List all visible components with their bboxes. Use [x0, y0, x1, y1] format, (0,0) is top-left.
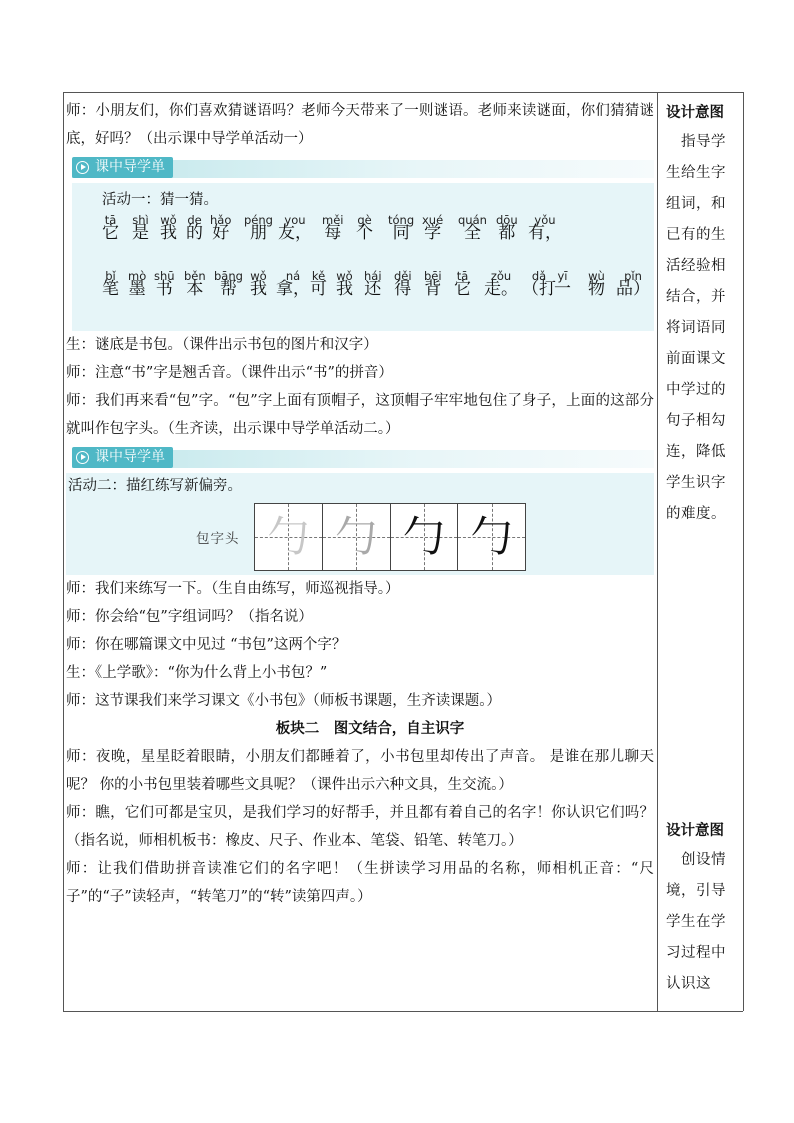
- pinyin-text: dǎ: [531, 269, 547, 283]
- pinyin-text: bǐ: [105, 269, 116, 283]
- hanzi-text: 物: [588, 279, 605, 299]
- hanzi-text: 我: [336, 279, 353, 299]
- pinyin-syllable: [154, 269, 175, 299]
- pinyin-text: pǐn: [624, 269, 642, 283]
- pinyin-syllable: [484, 269, 518, 299]
- hanzi-text: 笔: [102, 279, 119, 299]
- paragraph: 师：你会给“包”字组词吗？（指名说）: [66, 609, 313, 625]
- pinyin-syllable: [244, 213, 273, 243]
- grid-cell: [255, 504, 323, 570]
- pinyin-text: tóng: [388, 213, 415, 227]
- pinyin-text: běn: [184, 269, 206, 283]
- banner-label: 课中导学单: [95, 159, 165, 175]
- pinyin-syllable: [336, 269, 353, 299]
- pinyin-text: dōu: [496, 213, 518, 227]
- pinyin-text: ná: [285, 269, 301, 283]
- pinyin-text: kě: [311, 269, 326, 283]
- pinyin-syllable: [214, 269, 243, 299]
- hanzi-text: 同: [392, 223, 410, 243]
- guide-banner: [66, 157, 654, 179]
- trace-glyph: 勹: [402, 512, 445, 561]
- hanzi-text: 都: [498, 223, 516, 243]
- pinyin-text: wǒ: [250, 269, 267, 283]
- pinyin-text: you: [284, 213, 306, 227]
- tracing-area: [66, 499, 654, 571]
- banner-label: 课中导学单: [95, 449, 165, 465]
- hanzi-text: 有，: [528, 223, 562, 243]
- pinyin-text: yǒu: [534, 213, 556, 227]
- hanzi-text: 还: [364, 279, 382, 299]
- hanzi-text: （打: [522, 279, 556, 299]
- pinyin-text: quán: [458, 213, 487, 227]
- activity-one-box: [72, 183, 654, 331]
- pinyin-text: bāng: [214, 269, 243, 283]
- banner-tab: [72, 447, 173, 468]
- hanzi-text: 学: [424, 223, 442, 243]
- pinyin-syllable: [102, 213, 119, 243]
- pinyin-line: [102, 269, 654, 325]
- hanzi-text: 的: [186, 223, 203, 243]
- guide-banner: [66, 447, 654, 469]
- grid-cell: [391, 504, 459, 570]
- pinyin-text: gè: [357, 213, 372, 227]
- hanzi-text: 朋: [249, 223, 267, 243]
- pinyin-syllable: [522, 269, 556, 299]
- pinyin-text: děi: [394, 269, 412, 283]
- hanzi-text: 一: [554, 279, 571, 299]
- pinyin-syllable: [184, 269, 206, 299]
- radical-label: 包字头: [196, 531, 240, 547]
- trace-glyph: 勹: [335, 512, 378, 561]
- table-border-top: [63, 92, 743, 93]
- pinyin-text: měi: [322, 213, 344, 227]
- paragraph: 师：注意“书”字是翘舌音。（课件出示“书”的拼音）: [66, 365, 393, 381]
- trace-glyph: 勹: [470, 512, 513, 561]
- pinyin-syllable: [616, 269, 650, 299]
- hanzi-text: 墨: [128, 279, 146, 299]
- side-heading: 设计意图: [666, 822, 724, 839]
- side-note: 指导学生给生字组词，和已有的生活经验相结合，并将词语同前面课文中学过的句子相勾连，降低学生识字的难度。: [666, 134, 726, 522]
- grid-cell: [323, 504, 391, 570]
- activity-title: 活动一：猜一猜。: [102, 192, 218, 208]
- pinyin-text: wǒ: [336, 269, 353, 283]
- paragraph: 师：让我们借助拼音读准它们的名字吧！（生拼读学习用品的名称，师相机正音：“尺子”的“子”读轻声，“转笔刀”的“转”读第四声。）: [66, 861, 654, 905]
- pinyin-line: [102, 213, 654, 269]
- play-icon: [76, 161, 89, 174]
- hanzi-text: 它: [102, 223, 119, 243]
- pinyin-syllable: [322, 213, 343, 243]
- trace-glyph: 勹: [267, 512, 310, 561]
- table-border-bottom: [63, 1011, 743, 1012]
- hanzi-text: 本: [186, 279, 204, 299]
- pinyin-text: xué: [422, 213, 444, 227]
- pinyin-syllable: [128, 269, 146, 299]
- hanzi-text: 它: [454, 279, 471, 299]
- pinyin-text: péng: [244, 213, 273, 227]
- hanzi-text: 帮: [219, 279, 237, 299]
- table-border-right: [743, 92, 744, 1011]
- pinyin-syllable: [356, 213, 373, 243]
- paragraph: 师：我们再来看“包”字。“包”字上面有顶帽子，这顶帽子牢牢地包住了身子，上面的这部分就叫作包字头。（生齐读，出示课中导学单活动二。）: [66, 393, 654, 437]
- pinyin-syllable: [388, 213, 414, 243]
- grid-cell: [458, 504, 525, 570]
- pinyin-syllable: [276, 269, 310, 299]
- hanzi-text: 背: [424, 279, 442, 299]
- hanzi-text: 得: [394, 279, 412, 299]
- pinyin-syllable: [554, 269, 571, 299]
- hanzi-text: 书: [155, 279, 173, 299]
- paragraph: 生：《上学歌》：“你为什么背上小书包？”: [66, 665, 328, 681]
- pinyin-syllable: [250, 269, 267, 299]
- pinyin-text: hái: [364, 269, 382, 283]
- hanzi-text: 可: [310, 279, 327, 299]
- hanzi-text: 品）: [616, 279, 650, 299]
- pinyin-text: zǒu: [490, 269, 512, 283]
- pinyin-syllable: [102, 269, 119, 299]
- pinyin-text: shū: [154, 269, 175, 283]
- paragraph: 师：你在哪篇课文中见过 “书包”这两个字？: [66, 637, 347, 653]
- pinyin-syllable: [394, 269, 412, 299]
- hanzi-text: 走。: [484, 279, 518, 299]
- hanzi-text: 是: [132, 223, 149, 243]
- pinyin-text: shì: [132, 213, 149, 227]
- pinyin-text: hǎo: [210, 213, 232, 227]
- paragraph: 生：谜底是书包。（课件出示书包的图片和汉字）: [66, 337, 378, 353]
- play-icon: [76, 451, 89, 464]
- writing-grid: [254, 503, 526, 571]
- pinyin-syllable: [422, 213, 443, 243]
- pinyin-text: mò: [128, 269, 147, 283]
- activity-title: 活动二：描红练写新偏旁。: [68, 478, 242, 494]
- hanzi-text: 友，: [278, 223, 312, 243]
- activity-two-box: [66, 473, 654, 575]
- pinyin-text: wù: [588, 269, 605, 283]
- pinyin-syllable: [496, 213, 518, 243]
- hanzi-text: 我: [160, 223, 177, 243]
- pinyin-syllable: [186, 213, 203, 243]
- design-intent-2: [660, 817, 740, 1000]
- pinyin-text: tā: [456, 269, 469, 283]
- pinyin-syllable: [310, 269, 327, 299]
- section-heading: 板块二 图文结合，自主识字: [275, 720, 465, 737]
- design-intent-1: [660, 99, 740, 530]
- pinyin-syllable: [160, 213, 177, 243]
- hanzi-text: 拿，: [276, 279, 310, 299]
- side-note: 创设情境，引导学生在学习过程中认识这: [666, 852, 726, 992]
- banner-tab: [72, 157, 173, 178]
- hanzi-text: 每: [324, 223, 342, 243]
- paragraph: 师：瞧，它们可都是宝贝，是我们学习的好帮手，并且都有着自己的名字！你认识它们吗？（指名说，师相机板书：橡皮、尺子、作业本、笔袋、铅笔、转笔刀。）: [66, 805, 654, 849]
- pinyin-syllable: [454, 269, 471, 299]
- pinyin-syllable: [424, 269, 442, 299]
- paragraph: 师：小朋友们，你们喜欢猜谜语吗？老师今天带来了一则谜语。老师来读谜面，你们猜猜谜底，好吗？（出示课中导学单活动一）: [66, 103, 654, 147]
- hanzi-text: 我: [250, 279, 267, 299]
- pinyin-text: yī: [557, 269, 568, 283]
- pinyin-text: bēi: [424, 269, 442, 283]
- hanzi-text: 好: [212, 223, 230, 243]
- hanzi-text: 全: [463, 223, 481, 243]
- hanzi-text: 个: [356, 223, 373, 243]
- pinyin-syllable: [132, 213, 149, 243]
- pinyin-text: tā: [104, 213, 117, 227]
- pinyin-syllable: [458, 213, 487, 243]
- paragraph: 师：我们来练写一下。（生自由练写，师巡视指导。）: [66, 581, 400, 597]
- pinyin-syllable: [364, 269, 382, 299]
- paragraph: 师：夜晚，星星眨着眼睛，小朋友们都睡着了，小书包里却传出了声音。 是谁在那儿聊天呢？ 你的小书包里装着哪些文具呢？（课件出示六种文具，生交流。）: [66, 749, 654, 793]
- pinyin-syllable: [528, 213, 562, 243]
- pinyin-syllable: [210, 213, 231, 243]
- table-border-left: [63, 92, 64, 1011]
- side-heading: 设计意图: [666, 104, 724, 121]
- table-column-divider: [657, 92, 658, 1011]
- pinyin-text: wǒ: [160, 213, 177, 227]
- pinyin-syllable: [588, 269, 605, 299]
- pinyin-text: de: [187, 213, 202, 227]
- pinyin-syllable: [278, 213, 312, 243]
- lesson-content: [66, 97, 654, 911]
- paragraph: 师：这节课我们来学习课文《小书包》（师板书课题，生齐读课题。）: [66, 693, 501, 709]
